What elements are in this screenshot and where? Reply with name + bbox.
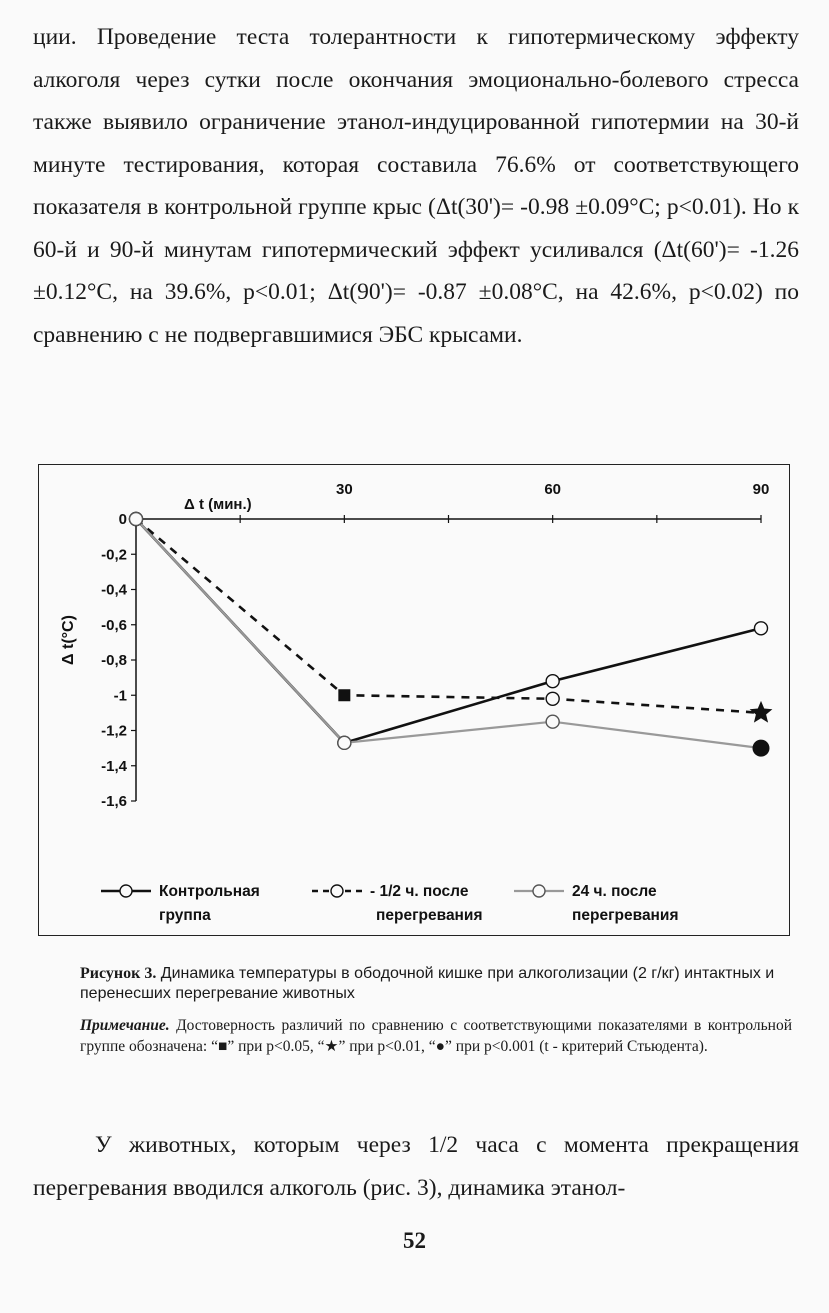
data-point-circle [546, 692, 559, 705]
legend-label: - 1/2 ч. после [370, 883, 469, 900]
paragraph-text: ции. Проведение теста толерантности к гипотермическому эффекту алкоголя через сутки после окончания эмоционально-болевого стресса также выявило ограничение этанол-индуцированной гипотермии на 30-й минуте тестирования, которая составила 76.6% от соответствующего показателя в контрольной группе крыс (Δt(30')= -0.98 ±0.09°C; p<0.01). Но к 60-й и 90-й минутам гипотермический эффект усиливался (Δt(60')= -1.26 ±0.12°C, на 39.6%, p<0.01; Δt(90')= -0.87 ±0.08°C, на 42.6%, p<0.02) по сравнению с не подвергавшимися ЭБС крысами. [33, 24, 799, 348]
data-point-circle [546, 675, 559, 688]
x-tick-label: 30 [335, 481, 353, 498]
note-text: Достоверность различий по сравнению с соответствующими показателями в контрольной группе обозначена: “■” при p<0.05, “★” при p<0.01, “●” при p<0.001 (t - критерий Стьюдента). [80, 1017, 793, 1055]
data-point-circle [546, 715, 559, 728]
caption-label: Рисунок 3. [80, 965, 157, 982]
data-point-circle [130, 513, 143, 526]
legend-marker [331, 885, 343, 897]
chart-series [136, 519, 761, 748]
legend-marker [120, 885, 132, 897]
x-tick-label: 90 [752, 481, 770, 498]
y-tick-label: -1,6 [101, 793, 127, 810]
legend-label: 24 ч. после [572, 883, 657, 900]
y-tick-label: -0,6 [101, 616, 127, 634]
legend-label: Контрольная [159, 883, 260, 900]
data-point-star [750, 701, 773, 723]
temperature-line-chart [39, 465, 791, 937]
y-tick-label: -0,8 [101, 652, 127, 669]
series-line [136, 519, 761, 743]
y-tick-label: -1 [113, 687, 127, 705]
y-tick-label: -1,2 [101, 722, 127, 740]
body-paragraph-bottom [33, 1124, 799, 1209]
note-label: Примечание. [80, 1017, 170, 1034]
legend-label: перегревания [376, 907, 483, 924]
legend-label: группа [159, 907, 211, 924]
series-line [136, 519, 761, 713]
page-number: 52 [403, 1228, 426, 1253]
figure-note [80, 1016, 792, 1057]
body-paragraph-top [33, 16, 799, 356]
y-tick-label: -0,2 [101, 546, 127, 564]
figure-chart [38, 464, 790, 936]
y-tick-label: -0,4 [101, 581, 127, 599]
y-axis-label: Δ t(°C) [60, 615, 77, 665]
chart-axes [136, 519, 761, 801]
series-line [136, 519, 761, 748]
x-axis-label: Δ t (мин.) [184, 496, 252, 513]
chart-markers [130, 513, 773, 757]
caption-text: Динамика температуры в ободочной кишке при алкоголизации (2 г/кг) интактных и перенесших перегревание животных [80, 965, 775, 1002]
chart-ticks [101, 481, 769, 810]
y-tick-label: 0 [118, 511, 127, 528]
legend-label: перегревания [572, 907, 679, 924]
figure-caption [80, 964, 792, 1004]
x-tick-label: 60 [544, 481, 562, 498]
data-point-circle [755, 622, 768, 635]
paragraph-text: У животных, которым через 1/2 часа с момента прекращения перегревания вводился алкоголь (рис. 3), динамика этанол- [33, 1132, 799, 1201]
legend-marker [533, 885, 545, 897]
data-point-circle [338, 736, 351, 749]
data-point-filled-circle [753, 740, 770, 757]
y-tick-label: -1,4 [101, 757, 127, 775]
data-point-filled-square [338, 689, 350, 701]
chart-legend [101, 883, 679, 924]
